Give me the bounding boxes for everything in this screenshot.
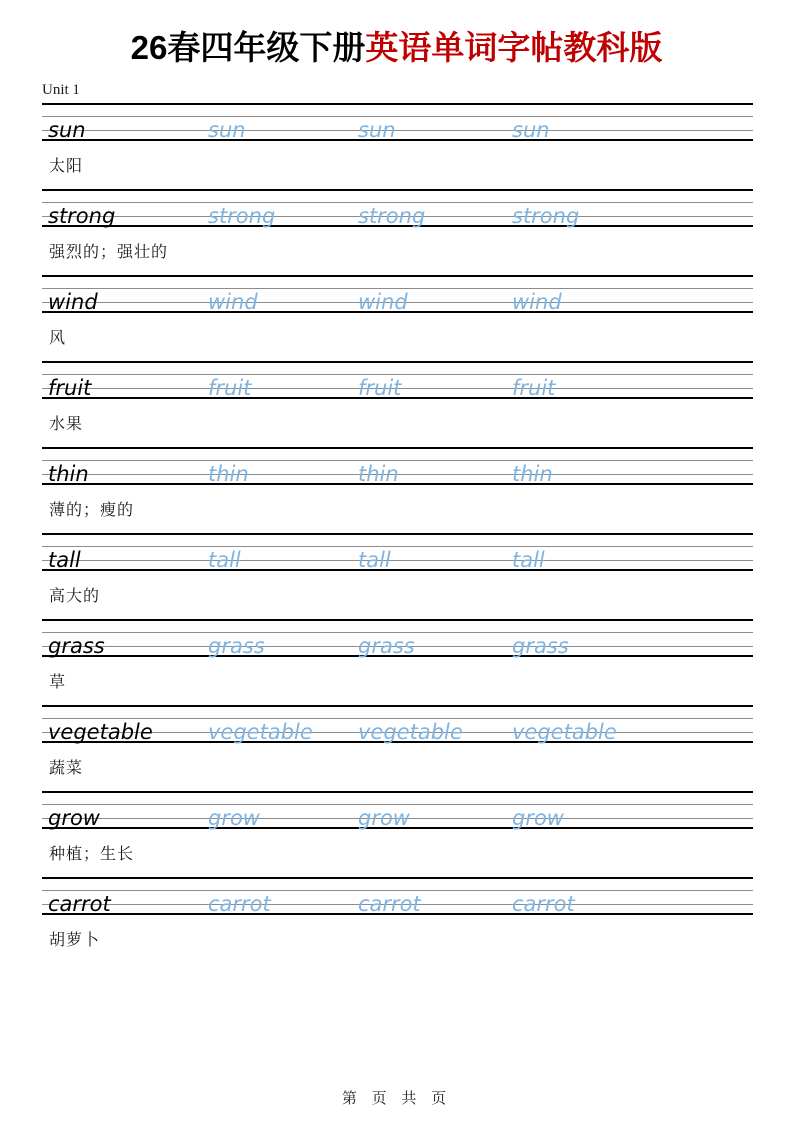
word-translation: 高大的	[49, 586, 101, 606]
staff-word-slots	[42, 191, 753, 229]
word-trace-copy: grass	[208, 633, 265, 658]
word-model: grass	[48, 633, 105, 658]
word-trace-copy: thin	[512, 461, 553, 486]
word-block	[42, 791, 753, 877]
word-trace-copy: grass	[358, 633, 415, 658]
page-footer: 第 页 共 页	[341, 1089, 452, 1107]
handwriting-staff	[42, 275, 753, 313]
word-trace-copy: thin	[358, 461, 399, 486]
word-model: vegetable	[48, 719, 153, 744]
handwriting-staff	[42, 877, 753, 915]
handwriting-staff	[42, 103, 753, 141]
word-block	[42, 447, 753, 533]
staff-word-slots	[42, 105, 753, 143]
word-trace-copy: wind	[358, 289, 408, 314]
word-translation: 强烈的；强壮的	[49, 242, 169, 262]
word-trace-copy: wind	[512, 289, 562, 314]
word-trace-copy: strong	[208, 203, 276, 228]
word-practice-sheet	[42, 103, 753, 963]
word-trace-copy: tall	[208, 547, 241, 572]
word-block	[42, 189, 753, 275]
word-translation: 太阳	[49, 156, 84, 176]
staff-word-slots	[42, 707, 753, 745]
word-block	[42, 103, 753, 189]
word-trace-copy: fruit	[358, 375, 402, 400]
unit-label: Unit 1	[42, 81, 80, 98]
word-trace-copy: sun	[358, 117, 396, 142]
staff-word-slots	[42, 449, 753, 487]
handwriting-staff	[42, 533, 753, 571]
word-translation: 种植；生长	[49, 844, 135, 864]
word-trace-copy: carrot	[512, 891, 575, 916]
word-trace-copy: vegetable	[358, 719, 463, 744]
word-translation: 草	[49, 672, 67, 692]
word-translation: 水果	[49, 414, 84, 434]
word-trace-copy: fruit	[208, 375, 252, 400]
word-trace-copy: thin	[208, 461, 249, 486]
handwriting-staff	[42, 619, 753, 657]
word-block	[42, 705, 753, 791]
word-trace-copy: grow	[358, 805, 410, 830]
word-block	[42, 533, 753, 619]
word-block	[42, 619, 753, 705]
word-translation: 风	[49, 328, 67, 348]
word-trace-copy: vegetable	[512, 719, 617, 744]
word-block	[42, 361, 753, 447]
staff-word-slots	[42, 277, 753, 315]
word-model: sun	[48, 117, 86, 142]
handwriting-staff	[42, 361, 753, 399]
word-trace-copy: sun	[208, 117, 246, 142]
word-trace-copy: vegetable	[208, 719, 313, 744]
word-translation: 薄的；瘦的	[49, 500, 135, 520]
word-translation: 胡萝卜	[49, 930, 101, 950]
handwriting-staff	[42, 447, 753, 485]
word-trace-copy: carrot	[358, 891, 421, 916]
word-model: tall	[48, 547, 81, 572]
staff-word-slots	[42, 535, 753, 573]
word-trace-copy: strong	[358, 203, 426, 228]
word-trace-copy: tall	[358, 547, 391, 572]
word-trace-copy: sun	[512, 117, 550, 142]
word-trace-copy: carrot	[208, 891, 271, 916]
word-model: wind	[48, 289, 98, 314]
word-trace-copy: grow	[208, 805, 260, 830]
word-block	[42, 877, 753, 963]
staff-word-slots	[42, 621, 753, 659]
word-trace-copy: grow	[512, 805, 564, 830]
word-trace-copy: tall	[512, 547, 545, 572]
word-model: strong	[48, 203, 116, 228]
word-trace-copy: strong	[512, 203, 580, 228]
staff-word-slots	[42, 793, 753, 831]
word-block	[42, 275, 753, 361]
word-model: grow	[48, 805, 100, 830]
staff-word-slots	[42, 363, 753, 401]
word-trace-copy: fruit	[512, 375, 556, 400]
page-title	[0, 0, 793, 68]
page-title-red-part: 英语单词字帖教科版	[365, 29, 663, 66]
page-title-black-part: 26春四年级下册	[130, 29, 366, 66]
word-model: thin	[48, 461, 89, 486]
handwriting-staff	[42, 705, 753, 743]
word-model: carrot	[48, 891, 111, 916]
word-trace-copy: grass	[512, 633, 569, 658]
handwriting-staff	[42, 189, 753, 227]
handwriting-staff	[42, 791, 753, 829]
word-trace-copy: wind	[208, 289, 258, 314]
staff-word-slots	[42, 879, 753, 917]
word-translation: 蔬菜	[49, 758, 84, 778]
word-model: fruit	[48, 375, 92, 400]
